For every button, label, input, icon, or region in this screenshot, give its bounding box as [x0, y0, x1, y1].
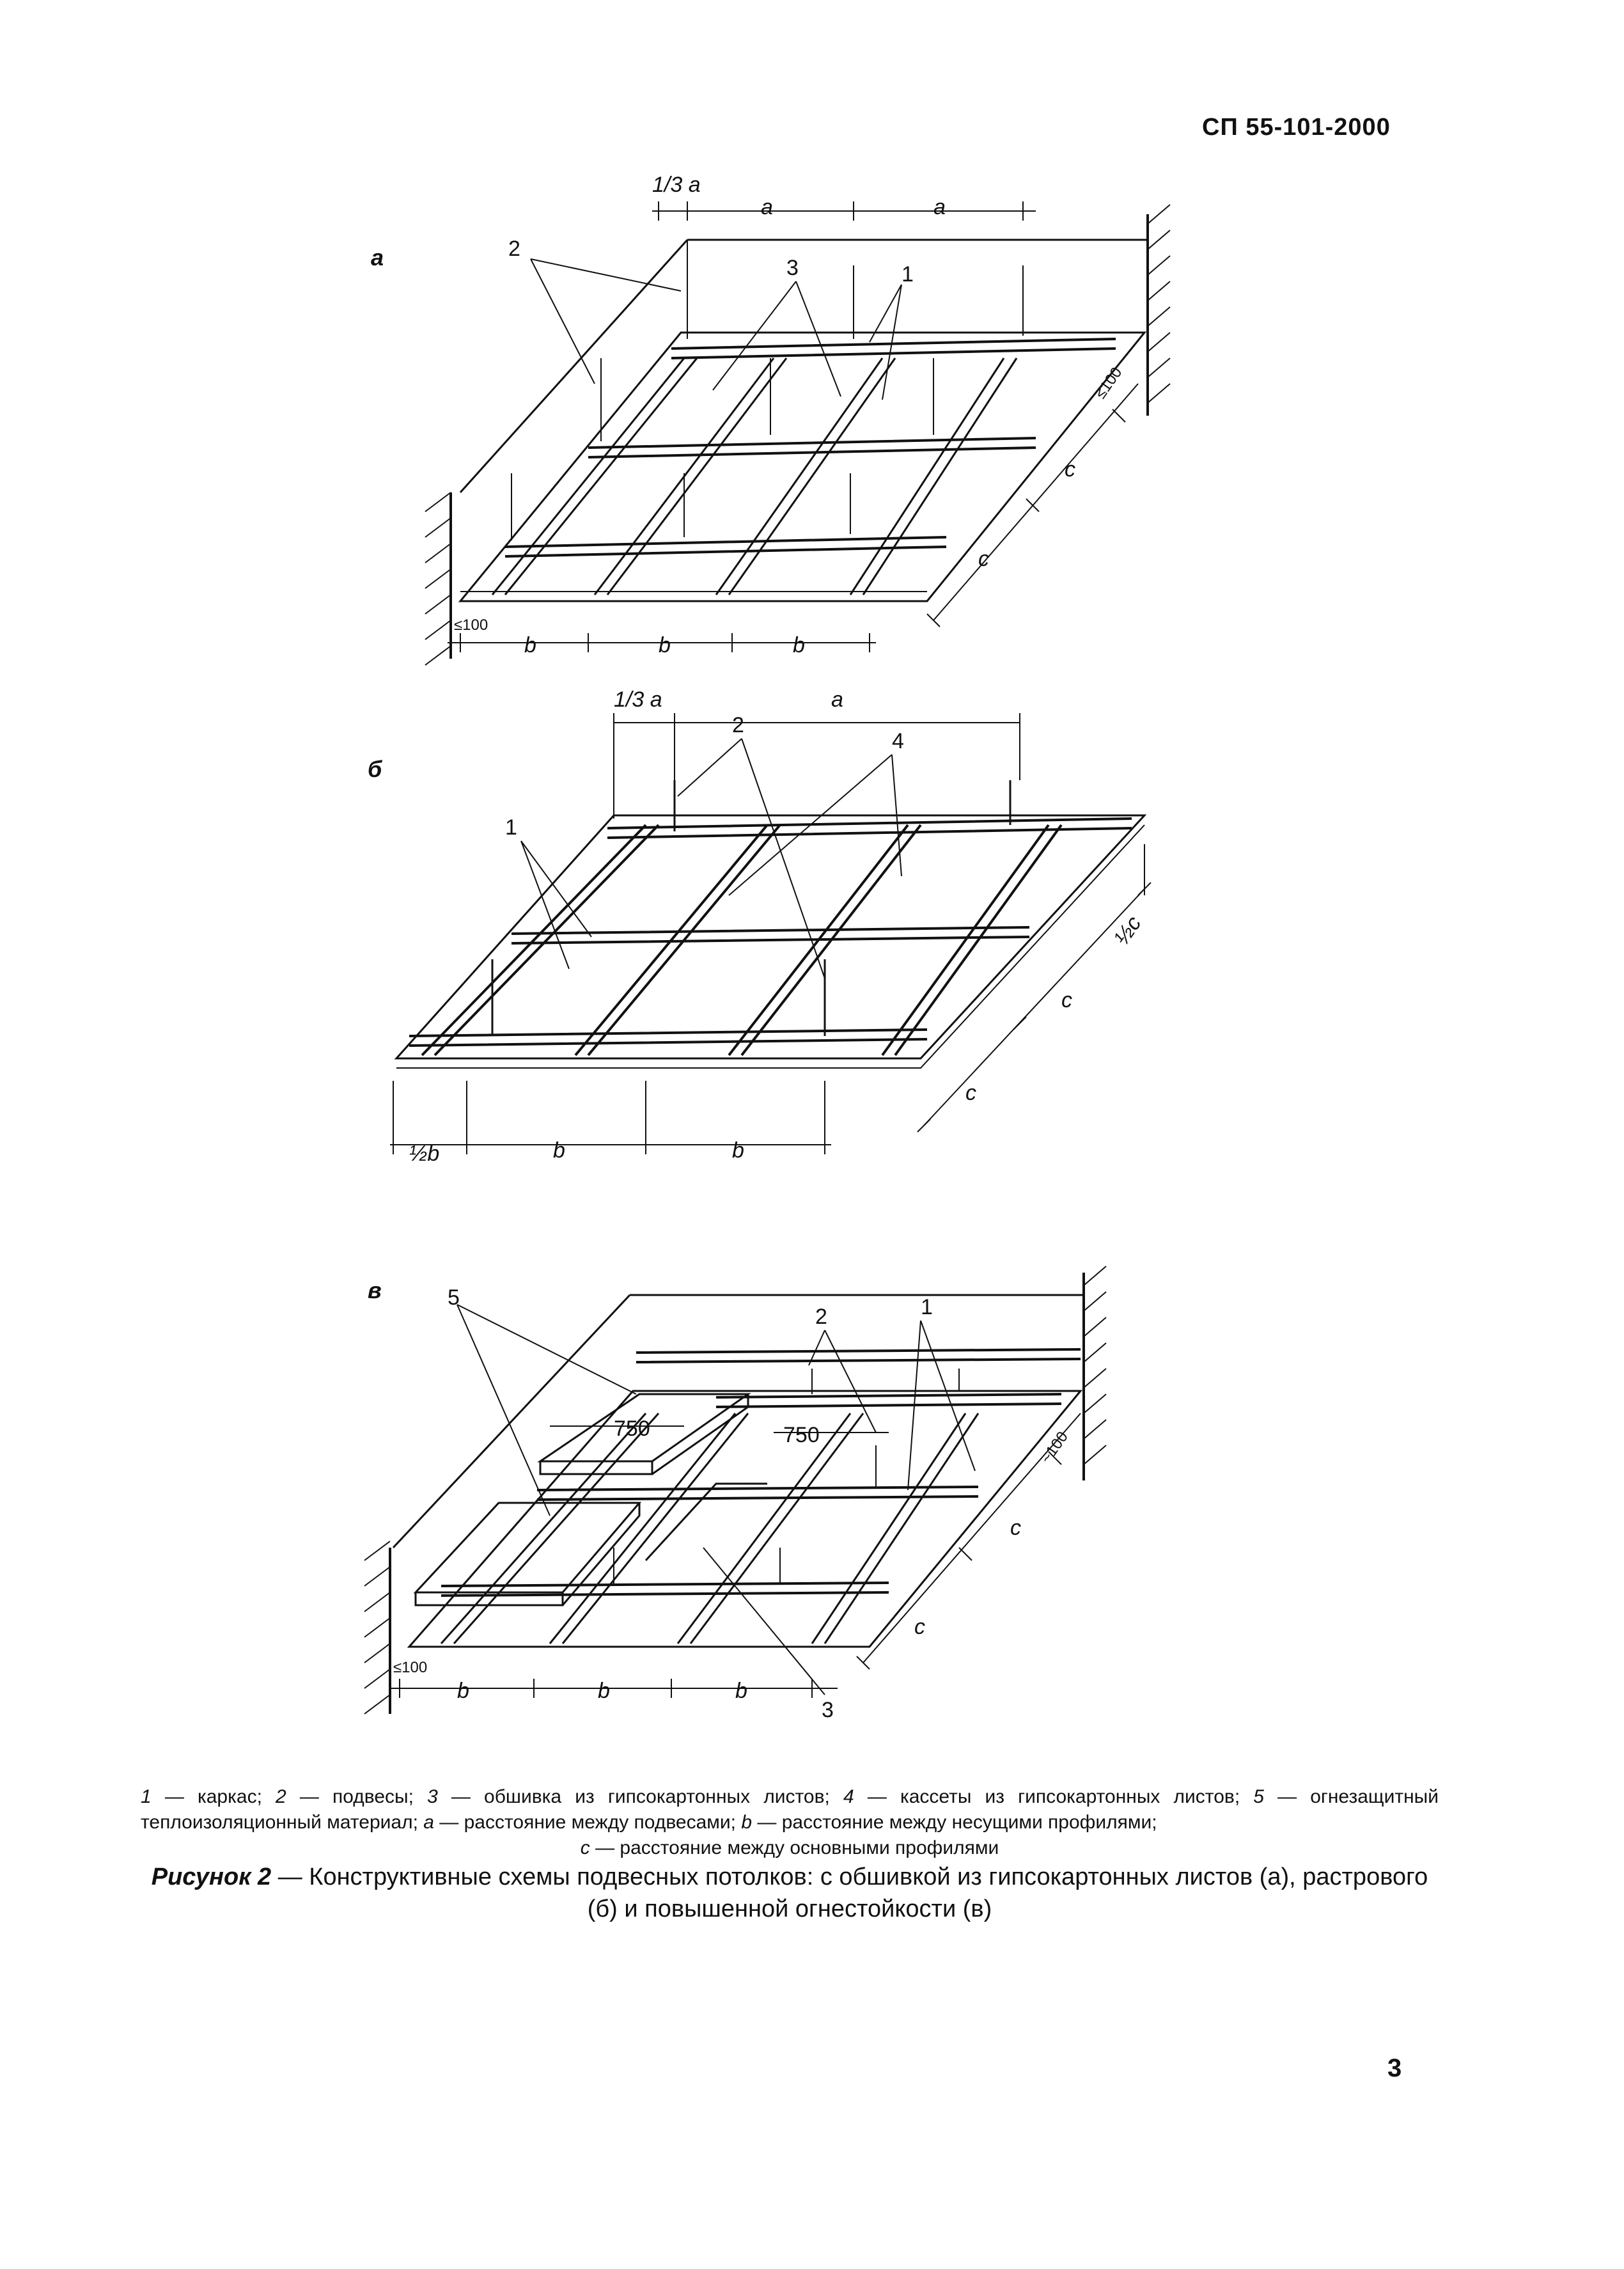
- dim-le-100: ≤100: [393, 1659, 428, 1676]
- dim-750: 750: [783, 1423, 820, 1447]
- callout-1: 1: [921, 1295, 933, 1319]
- dim-a: а: [761, 195, 773, 219]
- figure-legend: [141, 1784, 1439, 1861]
- document-code: СП 55-101-2000: [1202, 114, 1391, 141]
- dim-third-a: 1/3 а: [614, 687, 662, 712]
- legend-num: 1: [141, 1786, 152, 1807]
- callout-2: 2: [732, 713, 744, 737]
- dim-b: b: [659, 633, 671, 657]
- dim-b: b: [553, 1138, 565, 1163]
- dim-b: b: [598, 1679, 610, 1703]
- dim-le-100: ≤100: [1091, 364, 1126, 402]
- diagram-a: [371, 173, 1170, 665]
- dim-750: 750: [614, 1417, 650, 1441]
- panel-label-v: в: [368, 1277, 382, 1303]
- callout-4: 4: [892, 729, 904, 753]
- dim-le-100: ≤100: [454, 616, 488, 634]
- legend-text: — кассеты из гипсокартонных листов;: [854, 1786, 1254, 1807]
- callout-2: 2: [815, 1305, 827, 1329]
- caption-lead: Рисунок 2: [151, 1864, 272, 1890]
- legend-text: — расстояние между подвесами;: [433, 1812, 742, 1833]
- dim-b: b: [524, 633, 536, 657]
- callout-3: 3: [822, 1698, 834, 1722]
- legend-last-line: [141, 1835, 1439, 1861]
- dim-c: с: [965, 1081, 976, 1105]
- dim-third-a: 1/3 а: [652, 173, 701, 197]
- callout-5: 5: [448, 1285, 460, 1310]
- dim-b: b: [457, 1679, 469, 1703]
- caption-text: — Конструктивные схемы подвесных потолков: с обшивкой из гипсокартонных листов (а), растрового (б) и повышенной огнестойкости (в): [271, 1864, 1428, 1922]
- legend-text: — обшивка из гипсокартонных листов;: [437, 1786, 843, 1807]
- diagram-b: [368, 687, 1151, 1166]
- dim-a: а: [831, 687, 843, 712]
- legend-symbol: с: [580, 1837, 590, 1858]
- callout-1: 1: [505, 815, 517, 840]
- legend-num: 4: [843, 1786, 854, 1807]
- dim-b: b: [793, 633, 805, 657]
- legend-text: — каркас;: [151, 1786, 276, 1807]
- legend-text: — подвесы;: [286, 1786, 428, 1807]
- panel-label-a: а: [371, 244, 384, 271]
- dim-c: с: [914, 1615, 925, 1639]
- callout-2: 2: [508, 237, 520, 261]
- callout-1: 1: [902, 262, 914, 287]
- dim-a: а: [933, 195, 946, 219]
- dim-c: с: [978, 547, 989, 571]
- legend-num: 2: [276, 1786, 286, 1807]
- figure-caption: [141, 1861, 1439, 1925]
- legend-symbol: а: [423, 1812, 434, 1833]
- legend-num: 5: [1253, 1786, 1264, 1807]
- panel-label-b: б: [368, 756, 382, 782]
- legend-num: 3: [427, 1786, 438, 1807]
- dim-half-c: ½с: [1109, 911, 1146, 950]
- dim-c: с: [1010, 1516, 1021, 1540]
- dim-approx-100: ~100: [1037, 1428, 1072, 1467]
- dim-c: с: [1065, 457, 1075, 482]
- legend-symbol: b: [741, 1812, 753, 1833]
- legend-text: — расстояние между основными профилями: [589, 1837, 999, 1858]
- diagram-v: [364, 1266, 1106, 1722]
- legend-text: — расстояние между несущими профилями;: [752, 1812, 1157, 1833]
- callout-3: 3: [786, 256, 799, 280]
- dim-half-b: ½b: [409, 1142, 440, 1166]
- dim-c: с: [1061, 988, 1072, 1012]
- dim-b: b: [735, 1679, 747, 1703]
- dim-b: b: [732, 1138, 744, 1163]
- legend-text: — огнезащитный теплоизоляционный материал;: [141, 1786, 1439, 1833]
- page-number: 3: [1387, 2054, 1402, 2082]
